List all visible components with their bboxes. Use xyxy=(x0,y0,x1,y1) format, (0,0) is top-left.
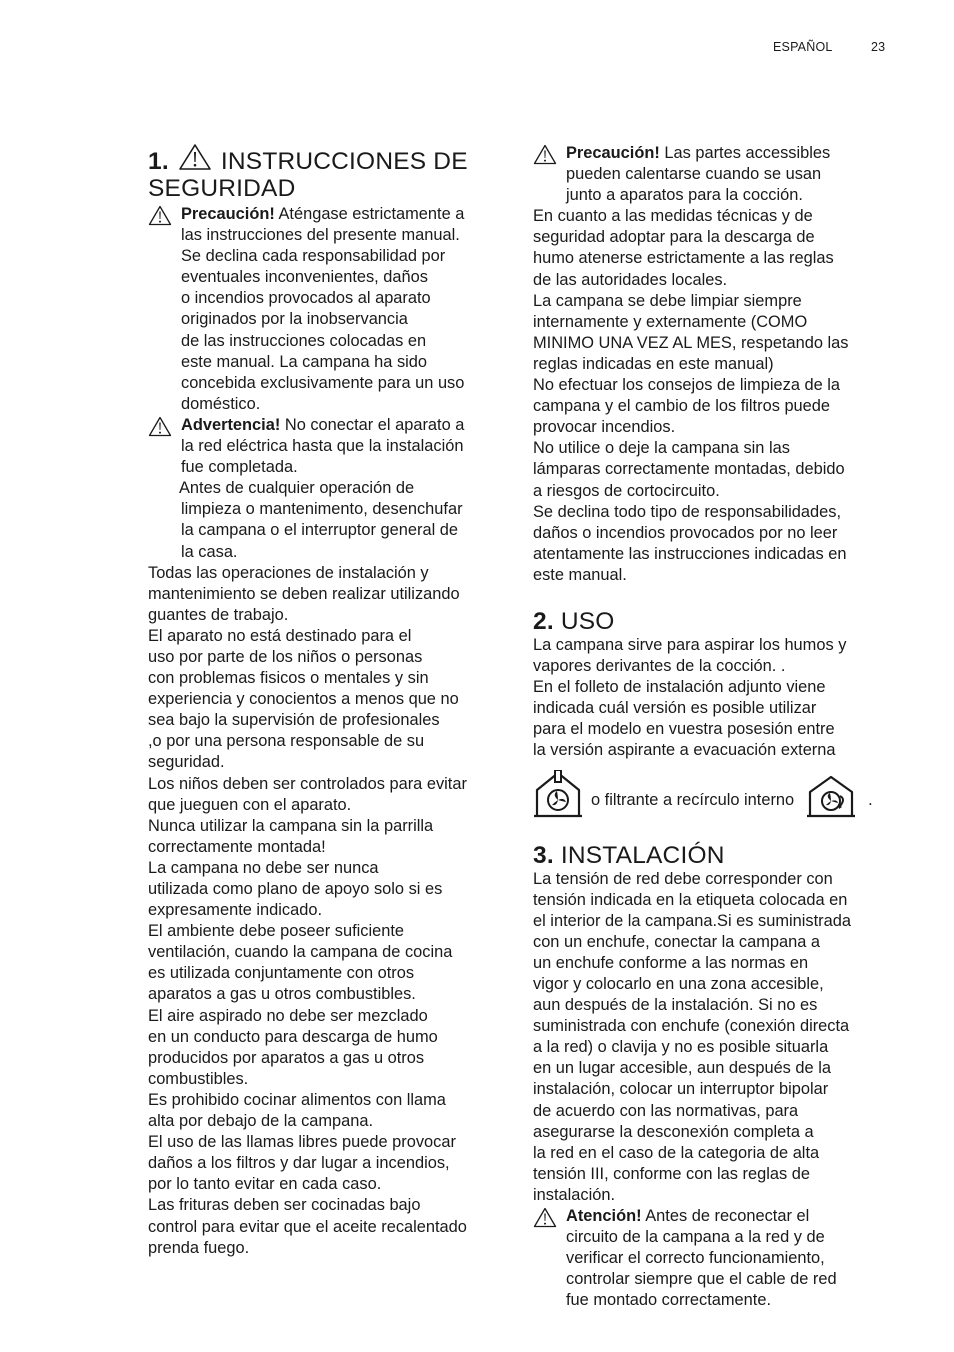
warning-triangle-icon xyxy=(533,144,557,165)
warning-triangle-icon xyxy=(178,143,212,171)
text-line: guantes de trabajo. xyxy=(148,605,289,624)
text-line: internamente y externamente (COMO xyxy=(533,312,808,331)
text-line: El aparato no está destinado para el xyxy=(148,626,412,645)
warning-line: la campana o el interruptor general de xyxy=(181,521,458,540)
text-line: instalación, colocar un interruptor bipolar xyxy=(533,1080,829,1099)
text-line: la red en el caso de la categoria de alta xyxy=(533,1143,820,1162)
warning-line: controlar siempre que el cable de red xyxy=(566,1270,837,1289)
warning-line: limpieza o mantenimento, desenchufar xyxy=(181,500,463,519)
text-line: sea bajo la supervisión de profesionales xyxy=(148,711,440,730)
text-line: que jueguen con el aparato. xyxy=(148,795,352,814)
section-2-title: USO xyxy=(560,607,615,635)
warning-text-first: Aténgase estrictamente a xyxy=(278,205,465,223)
text-line: tensión indicada en la etiqueta colocada en xyxy=(533,890,848,909)
text-line: en un lugar accesible, aun después de la xyxy=(533,1059,831,1078)
section-2-number: 2. xyxy=(533,607,554,635)
warning-line: fue montado correctamente. xyxy=(566,1291,771,1310)
text-line: suministrada con enchufe (conexión directa xyxy=(533,1017,850,1036)
text-line: ventilación, cuando la campana de cocina xyxy=(148,943,453,962)
warning-block-advertencia xyxy=(148,415,508,563)
section-2-heading xyxy=(533,608,893,635)
warning-line: de las instrucciones colocadas en xyxy=(181,331,427,350)
warning-line: las instrucciones del presente manual. xyxy=(181,226,460,245)
section-3-title: INSTALACIÓN xyxy=(560,841,725,869)
text-line: prenda fuego. xyxy=(148,1238,250,1257)
text-line: vigor y colocarlo en una zona accesible, xyxy=(533,975,824,993)
text-line: un enchufe conforme a las normas en xyxy=(533,953,809,972)
text-line: La tensión de red debe corresponder con xyxy=(533,869,833,888)
warning-block-atencion xyxy=(533,1206,893,1311)
text-line: La campana no debe ser nunca xyxy=(148,858,379,877)
text-line: ,o por una persona responsable de su xyxy=(148,732,425,751)
text-line: En cuanto a las medidas técnicas y de xyxy=(533,207,813,226)
left-column xyxy=(148,143,508,1259)
text-line: este manual. xyxy=(533,565,627,584)
text-line: seguridad adoptar para la descarga de xyxy=(533,228,815,247)
text-line: lámparas correctamente montadas, debido xyxy=(533,460,845,479)
warning-text-first: No conectar el aparato a xyxy=(284,415,465,434)
instalacion-paragraph xyxy=(533,869,893,1207)
text-line: Se declina todo tipo de responsabilidades, xyxy=(533,502,841,521)
sentence-end: . xyxy=(868,791,873,810)
warning-label: Advertencia! xyxy=(181,415,281,434)
text-line: El uso de las llamas libres puede provocar xyxy=(148,1133,456,1152)
text-line: En el folleto de instalación adjunto viene xyxy=(533,678,826,697)
text-line: Las frituras deben ser cocinadas bajo xyxy=(148,1196,421,1215)
text-line: atentamente las instrucciones indicadas en xyxy=(533,544,847,563)
text-line: tensión III, conforme con las reglas de xyxy=(533,1164,810,1183)
section-1-number: 1. xyxy=(148,148,169,175)
warning-text-first: Antes de reconectar el xyxy=(645,1207,810,1226)
warning-line: doméstico. xyxy=(181,394,261,413)
right-column xyxy=(533,143,893,1312)
text-line: uso por parte de los niños o personas xyxy=(148,647,423,666)
text-line: reglas indicadas en este manual) xyxy=(533,354,774,373)
warning-line: la red eléctrica hasta que la instalación xyxy=(181,437,464,456)
text-line: expresamente indicado. xyxy=(148,901,323,920)
mode-icon-row xyxy=(533,768,893,818)
section-1-title: INSTRUCCIONES DE SEGURIDAD xyxy=(148,148,468,202)
text-line: No utilice o deje la campana sin las xyxy=(533,439,790,458)
page-number: 23 xyxy=(871,40,886,54)
text-line: campana y el cambio de los filtros puede xyxy=(533,397,831,416)
ducted-extraction-icon xyxy=(533,770,583,818)
text-line: MINIMO UNA VEZ AL MES, respetando las xyxy=(533,333,849,352)
text-line: de acuerdo con las normativas, para xyxy=(533,1101,799,1120)
safety-paragraph-right xyxy=(533,206,893,586)
text-line: asegurarse la desconexión completa a xyxy=(533,1122,814,1141)
warning-text-first: Las partes accessibles xyxy=(664,144,831,162)
warning-triangle-icon xyxy=(148,205,172,226)
text-line: instalación. xyxy=(533,1185,616,1204)
safety-paragraph xyxy=(148,563,508,1259)
text-line: a riesgos de cortocircuito. xyxy=(533,481,720,500)
text-line: a la red) o clavija y no es posible situarla xyxy=(533,1038,829,1057)
text-line: vapores derivantes de la cocción. . xyxy=(533,657,786,676)
warning-line: este manual. La campana ha sido xyxy=(181,352,428,371)
uso-paragraph xyxy=(533,635,893,762)
text-line: aparatos a gas u otros combustibles. xyxy=(148,985,416,1004)
warning-line: Se declina cada responsabilidad por xyxy=(181,247,446,266)
text-line: No efectuar los consejos de limpieza de la xyxy=(533,376,841,395)
warning-line: eventuales inconvenientes, daños xyxy=(181,268,428,287)
section-3-heading xyxy=(533,842,893,869)
header-language: ESPAÑOL xyxy=(773,40,833,54)
warning-label: Precaución! xyxy=(181,205,275,223)
text-line: Es prohibido cocinar alimentos con llama xyxy=(148,1090,446,1109)
text-line: El aire aspirado no debe ser mezclado xyxy=(148,1006,428,1025)
recirculation-filter-icon xyxy=(806,774,856,818)
text-line: daños o incendios provocados por no leer xyxy=(533,523,838,542)
warning-line: circuito de la campana a la red y de xyxy=(566,1228,825,1247)
text-line: utilizada como plano de apoyo solo si es xyxy=(148,880,443,898)
text-line: provocar incendios. xyxy=(533,418,676,437)
warning-label: Precaución! xyxy=(566,144,660,162)
text-line: por lo tanto evitar en cada caso. xyxy=(148,1175,382,1194)
text-line: humo atenerse estrictamente a las reglas xyxy=(533,249,834,268)
text-line: aun después de la instalación. Si no es xyxy=(533,996,818,1015)
warning-block-precaucion-hot xyxy=(533,143,893,206)
text-line: de las autoridades locales. xyxy=(533,270,728,289)
text-line: la versión aspirante a evacuación externa xyxy=(533,741,836,760)
text-line: La campana se debe limpiar siempre xyxy=(533,291,802,310)
text-line: control para evitar que el aceite recalentado xyxy=(148,1217,467,1236)
text-line: indicada cuál versión es posible utilizar xyxy=(533,699,817,718)
text-line: combustibles. xyxy=(148,1069,249,1088)
text-line: producidos por aparatos a gas u otros xyxy=(148,1048,425,1067)
warning-line: Antes de cualquier operación de xyxy=(179,479,415,498)
warning-line: originados por la inobservancia xyxy=(181,310,408,329)
text-line: experiencia y conocientos a menos que no xyxy=(148,690,459,709)
warning-line: pueden calentarse cuando se usan xyxy=(566,165,822,184)
text-line: para el modelo en vuestra posesión entre xyxy=(533,720,835,739)
warning-line: verificar el correcto funcionamiento, xyxy=(566,1249,825,1268)
section-1-heading xyxy=(148,143,508,202)
warning-triangle-icon xyxy=(148,416,172,437)
text-line: en un conducto para descarga de humo xyxy=(148,1027,438,1046)
text-line: Todas las operaciones de instalación y xyxy=(148,563,429,582)
text-line: con un enchufe, conectar la campana a xyxy=(533,932,821,951)
text-line: La campana sirve para aspirar los humos y xyxy=(533,635,847,654)
text-line: El ambiente debe poseer suficiente xyxy=(148,922,405,941)
text-line: el interior de la campana.Si es suministrada xyxy=(533,911,851,930)
text-line: daños a los filtros y dar lugar a incendios, xyxy=(148,1154,450,1173)
text-line: seguridad. xyxy=(148,753,225,772)
warning-line: concebida exclusivamente para un uso xyxy=(181,373,465,392)
text-line: correctamente montada! xyxy=(148,837,326,856)
text-line: alta por debajo de la campana. xyxy=(148,1112,374,1131)
text-line: Nunca utilizar la campana sin la parrilla xyxy=(148,816,434,835)
recirculation-text: o filtrante a recírculo interno xyxy=(591,791,795,810)
text-line: mantenimiento se deben realizar utilizando xyxy=(148,584,460,603)
warning-triangle-icon xyxy=(533,1207,557,1228)
warning-block-precaucion xyxy=(148,204,508,415)
text-line: es utilizada conjuntamente con otros xyxy=(148,964,415,983)
warning-line: fue completada. xyxy=(181,458,298,477)
section-3-number: 3. xyxy=(533,841,554,869)
warning-line: la casa. xyxy=(181,542,238,561)
warning-label: Atención! xyxy=(566,1207,642,1226)
warning-line: o incendios provocados al aparato xyxy=(181,289,431,308)
text-line: con problemas fisicos o mentales y sin xyxy=(148,669,429,688)
warning-line: junto a aparatos para la cocción. xyxy=(566,186,803,205)
text-line: Los niños deben ser controlados para evitar xyxy=(148,774,467,793)
